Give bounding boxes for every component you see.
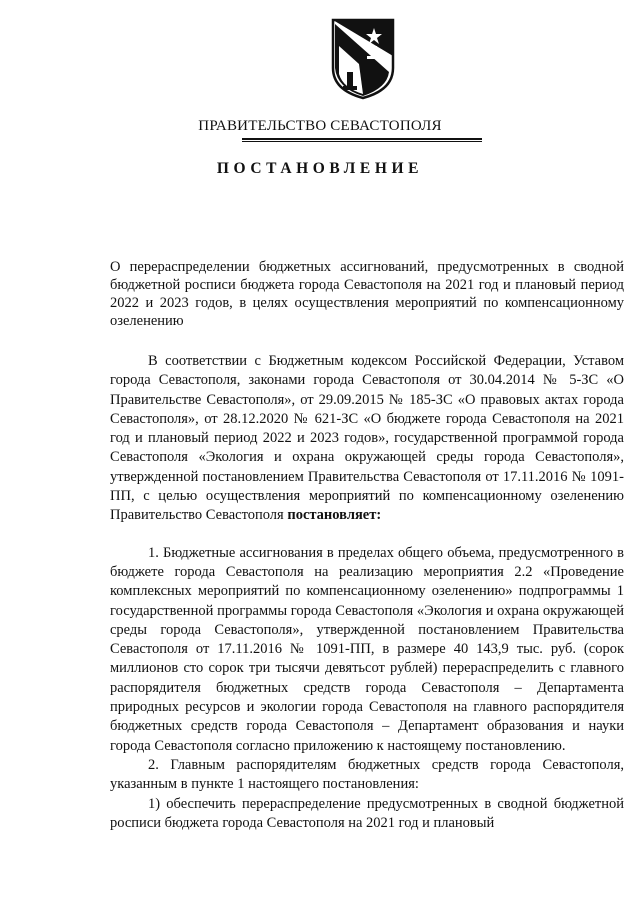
document-type: ПОСТАНОВЛЕНИЕ [216,160,424,177]
clause-1: 1. Бюджетные ассигнования в пределах общего объема, предусмотренного в бюджете города Севастополя на реализацию мероприятия 2.2 «Проведение комплексных мероприятий по компенсационному озеленению» подпрограммы 1 государственной программы города Севастополя «Экология и охрана окружающей среды города Севастополя», утвержденной постановлением Правительства Севастополя от 17.11.2016 № 1091-ПП, в размере 40 143,9 тыс. руб. (сорок миллионов сто сорок три тысячи девятьсот рублей) перераспределить с главного распорядителя бюджетных средств города Севастополя – Департамента природных ресурсов и экологии города Севастополя на главного распорядителя бюджетных средств города Севастополя – Департамент образования и науки города Севастополя согласно приложению к настоящему постановлению. [110,544,624,754]
preamble-paragraph [110,352,624,526]
title-rule-thick [242,138,482,140]
paragraph-gap [110,526,624,544]
document-subject: О перераспределении бюджетных ассигнований, предусмотренных в сводной бюджетной росписи бюджета города Севастополя на 2021 год и плановый период 2022 и 2023 годов, в целях осуществления мероприятий по компенсационному озеленению [110,259,624,329]
title-rule-thin [242,141,482,142]
coat-of-arms-icon [329,16,397,100]
preamble-text: В соответствии с Бюджетным кодексом Российской Федерации, Уставом города Севастополя, законами города Севастополя от 30.04.2014 № 5-ЗС «О Правительстве Севастополя», от 29.09.2015 № 185-ЗС «О правовых актах города Севастополя», от 28.12.2020 № 621-ЗС «О бюджете города Севастополя на 2021 год и плановый период 2022 и 2023 годов», государственной программой города Севастополя «Экология и охрана окружающей среды города Севастополя», утвержденной постановлением Правительства Севастополя от 17.11.2016 № 1091-ПП, с целью осуществления мероприятий по компенсационному озеленению Правительство Севастополя [110,353,624,524]
resolves-word: постановляет: [287,507,382,524]
document-body [110,352,624,833]
clause-2-subitem-1: 1) обеспечить перераспределение предусмотренных в сводной бюджетной росписи бюджета города Севастополя на 2021 год и плановый [110,795,624,831]
clause-2: 2. Главным распорядителям бюджетных средств города Севастополя, указанным в пункте 1 настоящего постановления: [110,756,624,793]
government-title: ПРАВИТЕЛЬСТВО СЕВАСТОПОЛЯ [198,118,442,134]
